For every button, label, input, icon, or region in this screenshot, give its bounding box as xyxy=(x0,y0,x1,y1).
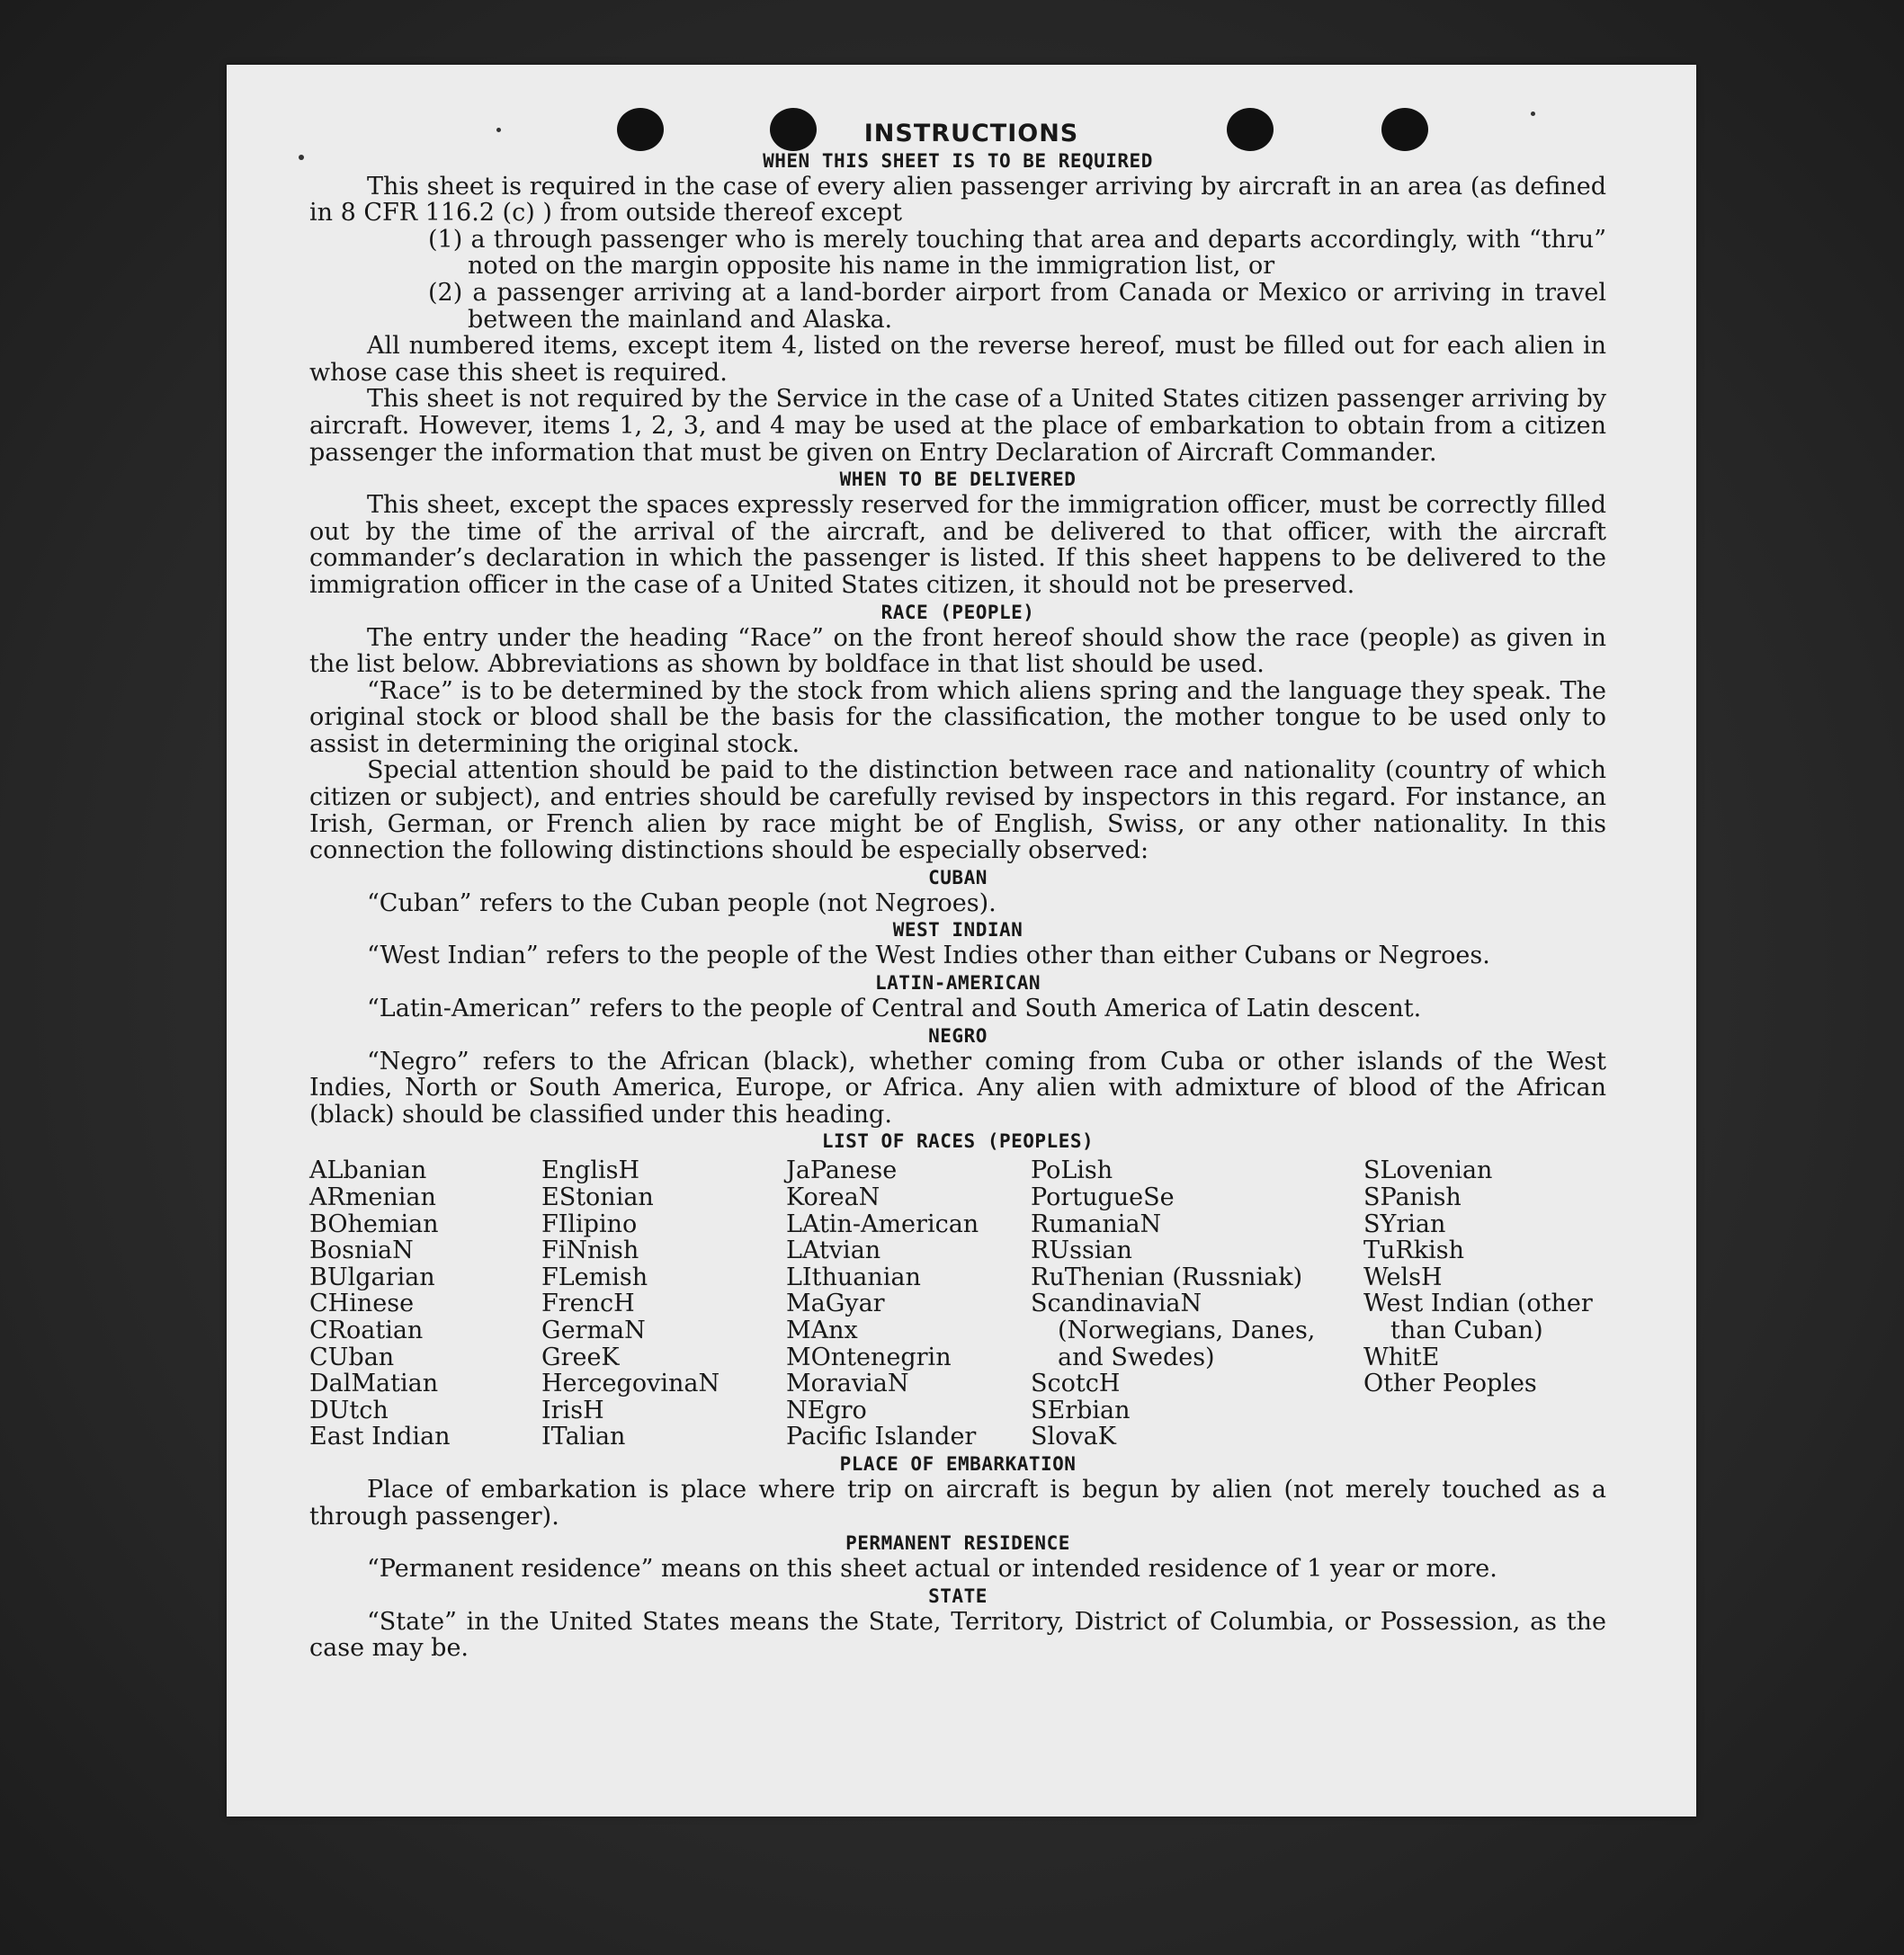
latin-american-text: “Latin-American” refers to the people of Central and South America of Latin descent. xyxy=(367,995,1422,1023)
race-entry: EnglisH xyxy=(541,1156,640,1185)
race-entry: BOhemian xyxy=(309,1210,439,1238)
race-entry: MoraviaN xyxy=(786,1370,909,1398)
embarkation-text: Place of embarkation is place where trip on aircraft is begun by alien (not merely touched as a through passenger). xyxy=(309,1475,1606,1531)
scan-speck xyxy=(299,155,304,160)
race-entry: MOntenegrin xyxy=(786,1343,952,1371)
required-item-1: (1) a through passenger who is merely touching that area and departs accordingly, with “thru” noted on the margin opposite his name in the immigration list, or xyxy=(428,225,1606,281)
heading-latin-american: LATIN-AMERICAN xyxy=(874,972,1041,995)
race-entry: PoLish xyxy=(1031,1156,1113,1185)
race-entry: EStonian xyxy=(541,1183,654,1211)
required-para-2: All numbered items, except item 4, listed on the reverse hereof, must be filled out for each alien in whose case this sheet is required. xyxy=(309,332,1606,387)
state-text: “State” in the United States means the State, Territory, District of Columbia, or Possession, as the case may be. xyxy=(309,1607,1606,1663)
race-entry: MaGyar xyxy=(786,1290,885,1318)
heading-negro: NEGRO xyxy=(928,1024,988,1047)
race-entry: FLemish xyxy=(541,1263,648,1291)
race-entry: ScandinaviaN (Norwegians, Danes, and Swedes) xyxy=(1031,1290,1316,1371)
race-entry: SLovenian xyxy=(1363,1156,1493,1185)
race-entry: SPanish xyxy=(1363,1183,1462,1211)
race-entry: RumaniaN xyxy=(1031,1210,1162,1238)
race-entry: SlovaK xyxy=(1031,1423,1116,1451)
scan-speck xyxy=(1531,112,1535,116)
race-entry: GreeK xyxy=(541,1343,620,1371)
race-entry: DalMatian xyxy=(309,1370,439,1398)
page-title: INSTRUCTIONS xyxy=(863,120,1079,147)
race-entry: BosniaN xyxy=(309,1236,414,1265)
race-entry: ALbanian xyxy=(309,1156,427,1185)
races-column-2 xyxy=(541,1157,786,1451)
race-entry: RUssian xyxy=(1031,1236,1132,1265)
race-entry: FIlipino xyxy=(541,1210,638,1238)
negro-text: “Negro” refers to the African (black), whether coming from Cuba or other islands of the West Indies, North or South America, Europe, or Africa. Any alien with admixture of blood of the African (black) should be classified under this heading. xyxy=(309,1047,1606,1129)
residence-text: “Permanent residence” means on this sheet actual or intended residence of 1 year or more. xyxy=(367,1555,1497,1584)
race-entry: CUban xyxy=(309,1343,395,1371)
instruction-sheet xyxy=(227,65,1696,1817)
race-entry: LIthuanian xyxy=(786,1263,921,1291)
heading-state: STATE xyxy=(928,1585,988,1607)
heading-west-indian: WEST INDIAN xyxy=(892,919,1024,942)
race-entry: LAtvian xyxy=(786,1236,881,1265)
race-entry: NEgro xyxy=(786,1396,867,1424)
cuban-text: “Cuban” refers to the Cuban people (not Negroes). xyxy=(367,888,997,917)
race-entry: CHinese xyxy=(309,1290,415,1318)
race-entry: KoreaN xyxy=(786,1183,880,1211)
race-entry: West Indian (other than Cuban) xyxy=(1363,1290,1593,1344)
race-entry: GermaN xyxy=(541,1316,646,1344)
race-entry: SYrian xyxy=(1363,1210,1446,1238)
race-entry: RuThenian (Russniak) xyxy=(1031,1263,1303,1291)
race-para-2: “Race” is to be determined by the stock from which aliens spring and the language they speak. The original stock or blood shall be the basis for the classification, the mother tongue to be used only to assist in determining the original stock. xyxy=(309,676,1606,758)
races-column-4 xyxy=(1031,1157,1363,1451)
heading-cuban: CUBAN xyxy=(928,866,988,888)
race-entry: DUtch xyxy=(309,1396,389,1424)
sheet-content xyxy=(309,121,1606,1662)
race-entry: BUlgarian xyxy=(309,1263,435,1291)
race-entry: LAtin-American xyxy=(786,1210,979,1238)
races-column-1 xyxy=(309,1157,541,1451)
required-intro: This sheet is required in the case of every alien passenger arriving by aircraft in an area (as defined in 8 CFR 116.2 (c) ) from outside thereof except xyxy=(309,172,1606,228)
race-para-3: Special attention should be paid to the distinction between race and nationality (country of which citizen or subject), and entries should be carefully revised by inspectors in this regard. For instance, an Irish, German, or French alien by race might be of English, Swiss, or any other nationality. In this connection the following distinctions should be especially observed: xyxy=(309,756,1606,865)
race-entry: IrisH xyxy=(541,1396,604,1424)
races-list xyxy=(309,1157,1606,1451)
heading-residence: PERMANENT RESIDENCE xyxy=(845,1532,1070,1555)
races-column-3 xyxy=(786,1157,1031,1451)
race-entry: WelsH xyxy=(1363,1263,1443,1291)
race-entry: FrencH xyxy=(541,1290,635,1318)
delivered-text: This sheet, except the spaces expressly reserved for the immigration officer, must be correctly filled out by the time of the arrival of the aircraft, and be delivered to that officer, with the aircraft commander’s declaration in which the passenger is listed. If this sheet happens to be delivered to the immigration officer in the case of a United States citizen, it should not be preserved. xyxy=(309,491,1606,599)
west-indian-text: “West Indian” refers to the people of the West Indies other than either Cubans or Negroes. xyxy=(367,942,1490,970)
race-entry: JaPanese xyxy=(786,1156,898,1185)
heading-embarkation: PLACE OF EMBARKATION xyxy=(839,1452,1077,1475)
races-column-5 xyxy=(1363,1157,1606,1451)
race-entry: TuRkish xyxy=(1363,1236,1464,1265)
race-entry: SErbian xyxy=(1031,1396,1131,1424)
heading-list-of-races: LIST OF RACES (PEOPLES) xyxy=(821,1130,1095,1153)
required-para-3: This sheet is not required by the Service in the case of a United States citizen passenger arriving by aircraft. However, items 1, 2, 3, and 4 may be used at the place of embarkation to obtain from a citizen passenger the information that must be given on Entry Declaration of Aircraft Commander. xyxy=(309,385,1606,467)
race-entry: ARmenian xyxy=(309,1183,436,1211)
race-entry: CRoatian xyxy=(309,1316,424,1344)
race-entry: MAnx xyxy=(786,1316,858,1344)
race-entry: ScotcH xyxy=(1031,1370,1121,1398)
race-entry: HercegovinaN xyxy=(541,1370,720,1398)
race-entry: ITalian xyxy=(541,1423,626,1451)
heading-required: WHEN THIS SHEET IS TO BE REQUIRED xyxy=(763,149,1153,172)
race-entry: East Indian xyxy=(309,1423,451,1451)
race-entry: Pacific Islander xyxy=(786,1423,977,1451)
race-entry: WhitE xyxy=(1363,1343,1440,1371)
race-para-1: The entry under the heading “Race” on the front hereof should show the race (people) as given in the list below. Abbreviations as shown by boldface in that list should be used. xyxy=(309,623,1606,679)
heading-delivered: WHEN TO BE DELIVERED xyxy=(839,469,1077,491)
race-entry: PortugueSe xyxy=(1031,1183,1175,1211)
heading-race: RACE (PEOPLE) xyxy=(880,601,1035,623)
race-entry: Other Peoples xyxy=(1363,1370,1537,1398)
required-item-2: (2) a passenger arriving at a land-border airport from Canada or Mexico or arriving in travel between the mainland and Alaska. xyxy=(428,278,1606,334)
race-entry: FiNnish xyxy=(541,1236,639,1265)
